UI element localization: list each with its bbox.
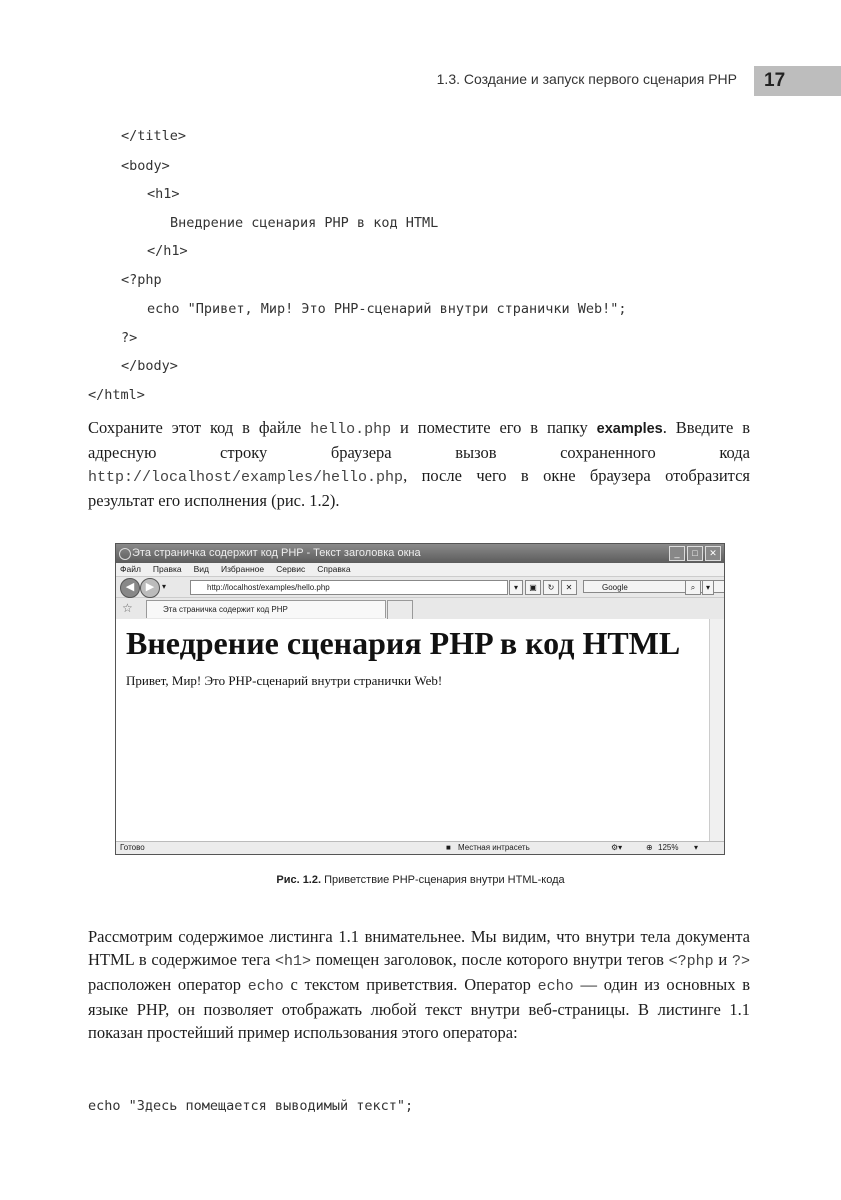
page-content (116, 619, 709, 842)
stop-icon[interactable]: ✕ (561, 580, 577, 595)
text: расположен оператор (88, 975, 248, 994)
inline-code: echo (537, 978, 574, 995)
inline-code: <h1> (275, 953, 312, 970)
code-line: ?> (121, 330, 138, 346)
text: и поместите его в папку (391, 418, 597, 437)
search-icon[interactable]: ⌕ (685, 580, 701, 595)
paragraph-1 (88, 416, 750, 512)
code-line: Внедрение сценария PHP в код HTML (170, 215, 439, 231)
rendered-paragraph: Привет, Мир! Это PHP-сценарий внутри странички Web! (126, 673, 443, 688)
code-line: </h1> (147, 243, 188, 259)
inline-code-url: http://localhost/examples/hello.php (88, 469, 404, 486)
intranet-icon: ■ (446, 843, 451, 852)
forward-icon[interactable]: ▶ (140, 578, 160, 598)
address-toolbar (116, 577, 724, 598)
running-title: 1.3. Создание и запуск первого сценария PHP (436, 71, 737, 87)
text: с текстом приветствия. Оператор (283, 975, 538, 994)
code-line: <body> (121, 158, 170, 174)
zoom-icon[interactable]: ⊕ (646, 843, 653, 852)
menu-tools[interactable]: Сервис (276, 564, 306, 574)
status-zone: Местная интрасеть (458, 843, 530, 852)
text: Сохраните этот код в файле (88, 418, 311, 437)
code-line: </title> (121, 128, 187, 144)
inline-code: echo (247, 978, 284, 995)
caption-text: Приветствие PHP-сценария внутри HTML-кода (321, 874, 565, 886)
paragraph-2 (88, 925, 750, 1044)
text: , после чего в окне браузера отобразится результат его исполнения (рис. 1.2). (88, 466, 750, 510)
code-line: echo "Здесь помещается выводимый текст"; (88, 1098, 414, 1114)
search-input[interactable]: Google (583, 580, 725, 593)
new-tab-button[interactable] (387, 600, 413, 619)
inline-code: hello.php (310, 421, 392, 438)
menu-file[interactable]: Файл (120, 564, 141, 574)
search-dropdown-icon[interactable]: ▾ (702, 580, 714, 595)
figure-caption (0, 874, 841, 886)
address-input[interactable]: http://localhost/examples/hello.php (190, 580, 508, 595)
menu-help[interactable]: Справка (317, 564, 351, 574)
menu-bar (116, 563, 724, 577)
dropdown-icon[interactable]: ▾ (162, 582, 167, 591)
window-title: Эта страничка содержит код PHP - Текст заголовка окна (132, 547, 421, 559)
ie-icon (119, 548, 131, 560)
text: — один из основных в языке PHP, он позволяет отображать любой текст внутри веб-страницы. В листинге 1.1 показан простейший пример использования этого оператора: (88, 975, 750, 1042)
tab-bar (116, 598, 724, 620)
page-number: 17 (754, 66, 841, 96)
zoom-dropdown-icon[interactable]: ▾ (694, 843, 699, 852)
tab-active[interactable]: Эта страничка содержит код PHP (146, 600, 386, 618)
favorites-star-icon[interactable]: ☆ (122, 601, 133, 615)
menu-view[interactable]: Вид (193, 564, 210, 574)
code-line: </body> (121, 358, 178, 374)
inline-code: <?php (668, 953, 714, 970)
folder-name: examples (596, 421, 663, 437)
maximize-icon[interactable]: □ (687, 546, 703, 561)
protected-mode-icon[interactable]: ⚙▾ (611, 843, 623, 852)
vertical-scrollbar[interactable] (709, 619, 724, 842)
browser-window-screenshot (115, 543, 725, 855)
text: помещен заголовок, после которого внутри тегов (311, 950, 669, 969)
zoom-level[interactable]: 125% (658, 843, 679, 852)
code-line: echo "Привет, Мир! Это PHP-сценарий внутри странички Web!"; (147, 301, 627, 317)
compat-icon[interactable]: ▣ (525, 580, 541, 595)
address-dropdown-icon[interactable]: ▾ (509, 580, 523, 595)
menu-favorites[interactable]: Избранное (221, 564, 265, 574)
code-line: <h1> (147, 186, 180, 202)
code-line: <?php (121, 272, 162, 288)
window-titlebar (116, 544, 724, 563)
back-icon[interactable]: ◀ (120, 578, 140, 598)
text: Рассмотрим содержимое листинга 1.1 внимательнее. Мы видим, что внутри тела документа HTML в содержимое тега (88, 927, 750, 969)
menu-edit[interactable]: Правка (152, 564, 182, 574)
close-icon[interactable]: ✕ (705, 546, 721, 561)
refresh-icon[interactable]: ↻ (543, 580, 559, 595)
status-bar (116, 841, 724, 854)
inline-code: ?> (731, 953, 750, 970)
text: . Введите в адресную строку браузера вызов сохраненного кода (88, 418, 750, 462)
status-text: Готово (120, 843, 145, 852)
rendered-heading: Внедрение сценария PHP в код HTML (126, 625, 681, 661)
caption-label: Рис. 1.2. (276, 874, 322, 886)
minimize-icon[interactable]: _ (669, 546, 685, 561)
code-line: </html> (88, 387, 145, 403)
text: и (713, 950, 732, 969)
